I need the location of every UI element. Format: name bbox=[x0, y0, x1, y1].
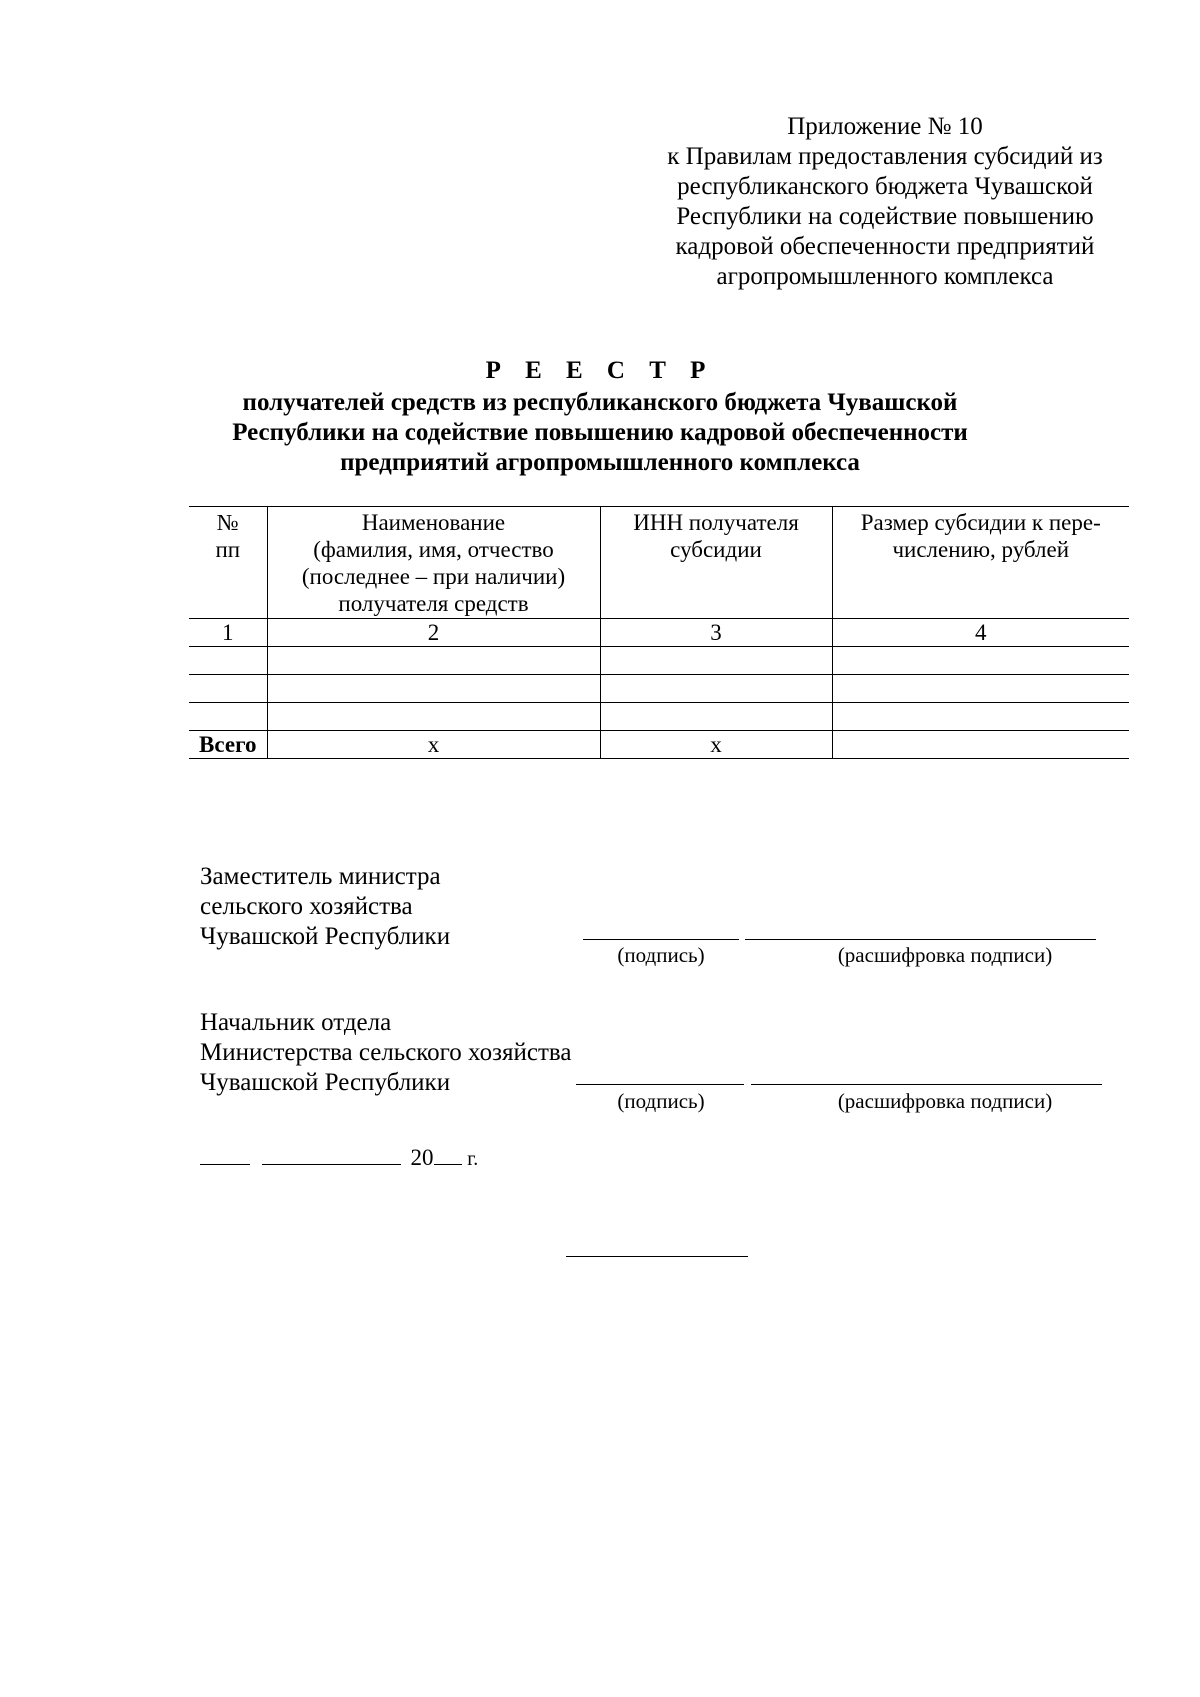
date-year-suffix: г. bbox=[467, 1148, 479, 1170]
table-cell bbox=[189, 647, 267, 675]
appendix-line: республиканского бюджета Чувашской bbox=[677, 173, 1093, 200]
appendix-line: Приложение № 10 bbox=[787, 113, 983, 140]
title-heading: Р Е Е С Т Р bbox=[485, 357, 715, 384]
total-row bbox=[189, 731, 1129, 759]
column-number: 4 bbox=[832, 619, 1129, 647]
header-name: Наименование (фамилия, имя, отчество (последнее – при наличии) получателя средств bbox=[267, 507, 600, 619]
date-year-blank bbox=[434, 1142, 462, 1165]
appendix-line: Республики на содействие повышению bbox=[676, 203, 1094, 230]
registry-table bbox=[189, 506, 1129, 759]
total-cell: х bbox=[267, 731, 600, 759]
document-title bbox=[0, 356, 1200, 478]
table-cell bbox=[189, 675, 267, 703]
total-cell bbox=[832, 731, 1129, 759]
signature-caption: (подпись) bbox=[617, 1089, 705, 1113]
header-number: № пп bbox=[189, 507, 267, 619]
signatory-position-line: Министерства сельского хозяйства bbox=[200, 1039, 572, 1066]
header-inn: ИНН получателя субсидии bbox=[600, 507, 832, 619]
table-header-row bbox=[189, 507, 1129, 619]
total-label: Всего bbox=[189, 731, 267, 759]
table-row bbox=[189, 647, 1129, 675]
signatory-position-line: Заместитель министра bbox=[200, 863, 441, 890]
column-number-row bbox=[189, 619, 1129, 647]
signature-decoding-line bbox=[751, 1084, 1102, 1085]
table-cell bbox=[267, 647, 600, 675]
total-cell: х bbox=[600, 731, 832, 759]
date-day-blank bbox=[200, 1142, 250, 1165]
signatory-position-line: Чувашской Республики bbox=[200, 923, 451, 950]
table-cell bbox=[189, 703, 267, 731]
signature-line bbox=[576, 1084, 744, 1085]
table-row bbox=[189, 675, 1129, 703]
signature-caption: (подпись) bbox=[617, 943, 705, 967]
signature-decoding-line bbox=[745, 939, 1096, 940]
closing-separator-line bbox=[566, 1256, 748, 1257]
table-cell bbox=[600, 647, 832, 675]
signature-decoding-caption: (расшифровка подписи) bbox=[837, 943, 1053, 967]
signatory-position-line: сельского хозяйства bbox=[200, 893, 413, 920]
signatory-department-head bbox=[200, 1008, 571, 1098]
appendix-reference bbox=[620, 112, 1150, 292]
signature-line bbox=[583, 939, 739, 940]
table-cell bbox=[832, 703, 1129, 731]
date-field bbox=[200, 1142, 478, 1174]
table-cell bbox=[267, 703, 600, 731]
signatory-deputy-minister bbox=[200, 862, 450, 952]
table-cell bbox=[600, 675, 832, 703]
table-cell bbox=[267, 675, 600, 703]
header-subsidy-amount: Размер субсидии к пере- числению, рублей bbox=[832, 507, 1129, 619]
appendix-line: агропромышленного комплекса bbox=[716, 263, 1054, 290]
signatory-position-line: Начальник отдела bbox=[200, 1009, 392, 1036]
table-cell bbox=[600, 703, 832, 731]
table-cell bbox=[832, 675, 1129, 703]
appendix-line: к Правилам предоставления субсидий из bbox=[667, 143, 1103, 170]
appendix-line: кадровой обеспеченности предприятий bbox=[675, 233, 1095, 260]
column-number: 1 bbox=[189, 619, 267, 647]
date-year-prefix: 20 bbox=[410, 1145, 434, 1170]
table-cell bbox=[832, 647, 1129, 675]
signature-decoding-caption: (расшифровка подписи) bbox=[837, 1089, 1053, 1113]
date-month-blank bbox=[262, 1142, 401, 1165]
title-line: предприятий агропромышленного комплекса bbox=[340, 449, 860, 476]
signatory-position-line: Чувашской Республики bbox=[200, 1069, 451, 1096]
table-row bbox=[189, 703, 1129, 731]
title-line: Республики на содействие повышению кадровой обеспеченности bbox=[232, 419, 968, 446]
title-line: получателей средств из республиканского бюджета Чувашской bbox=[242, 389, 958, 416]
column-number: 2 bbox=[267, 619, 600, 647]
column-number: 3 bbox=[600, 619, 832, 647]
